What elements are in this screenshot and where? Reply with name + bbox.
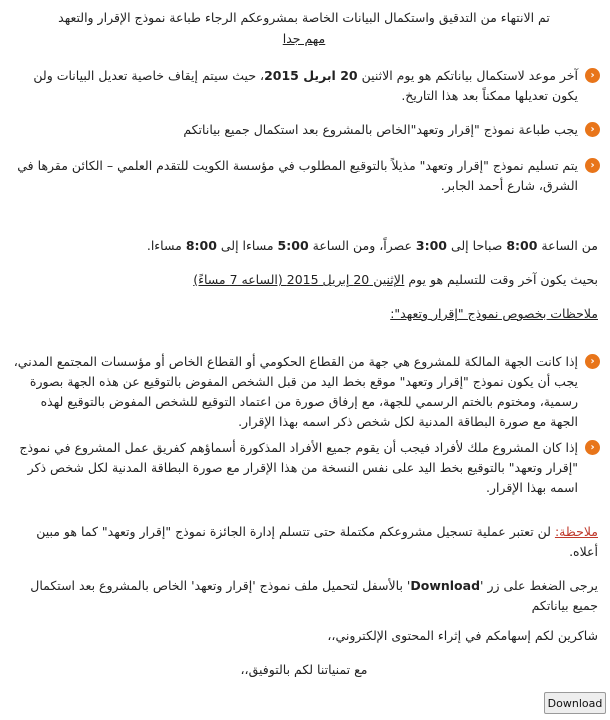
deadline-date: 20 ابريل 2015 [264, 68, 358, 83]
deadline-text: بحيث يكون آخر وقت للتسليم هو يوم الإثنين 20 إبريل 2015 (الساعه 7 مساءً) [193, 272, 598, 287]
chevron-left-icon: ‹ [585, 440, 600, 455]
instruction-text: يرجى الضغط على زر 'Download' بالأسفل لتحميل ملف نموذج 'إقرار وتعهد' الخاص بالمشروع بعد استكمال جميع بياناتكم [30, 578, 598, 613]
list-item: ‹ إذا كان المشروع ملك لأفراد فيجب أن يقوم جميع الأفراد المذكورة أسماؤهم كفريق عمل المشروع في نموذج "إقرار وتعهد" بالتوقيع بخط اليد على نفس النسخة من هذا الإقرار مع صورة البطاقة المدنية لكل شخص ذكر اسمه بهذا الإقرار. [10, 438, 604, 498]
chevron-left-icon: ‹ [585, 354, 600, 369]
download-button[interactable]: Download [544, 692, 606, 714]
notes-heading: ملاحظات بخصوص نموذج "إقرار وتعهد": [390, 306, 598, 321]
note-label: ملاحظة: [554, 524, 598, 539]
list-item: ‹ يجب طباعة نموذج "إقرار وتعهد"الخاص بالمشروع بعد استكمال جميع بياناتكم [10, 120, 604, 140]
list-item: ‹ يتم تسليم نموذج "إقرار وتعهد" مذيلاً بالتوقيع المطلوب في مؤسسة الكويت للتقدم العلمي – الكائن مقرها في الشرق، شارع أحمد الجابر. [10, 156, 604, 196]
list-item: ‹ آخر موعد لاستكمال بياناتكم هو يوم الاثنين 20 ابريل 2015، حيث سيتم إيقاف خاصية تعديل البيانات ولن يكون تعديلها ممكناً بعد هذا التاريخ. [10, 66, 604, 106]
note-text: ملاحظة: لن تعتبر عملية تسجيل مشروعكم مكتملة حتى تتسلم إدارة الجائزة نموذج "إقرار وتعهد" كما هو مبين أعلاه. [36, 524, 598, 559]
thanks-text: شاكرين لكم إسهامكم في إثراء المحتوى الإلكتروني،، [327, 628, 598, 643]
chevron-left-icon: ‹ [585, 68, 600, 83]
wishes-text: مع تمنياتنا لكم بالتوفيق،، [240, 662, 368, 677]
intro-text: تم الانتهاء من التدقيق واستكمال البيانات الخاصة بمشروعكم الرجاء طباعة نموذج الإقرار والتعهد [58, 10, 550, 25]
list-item: ‹ إذا كانت الجهة المالكة للمشروع هي جهة من القطاع الحكومي أو القطاع الخاص أو مؤسسات المجتمع المدني، يجب أن يكون نموذج "إقرار وتعهد" موقع بخط اليد من قبل الشخص المفوض بالتوقيع عن هذه الجهة بصورة رسمية، ومختوم بالختم الرسمي للجهة، مع إرفاق صورة من اعتماد التوقيع للشخص المفوض بالتوقيع لهذه الجهة مع صورة البطاقة المدنية لكل شخص ذكر اسمه بهذا الإقرار. [10, 352, 604, 432]
important-label: مهم جدا [282, 31, 326, 46]
office-hours: من الساعة 8:00 صباحا إلى 3:00 عصراً، ومن الساعة 5:00 مساءا إلى 8:00 مساءا. [146, 238, 598, 253]
chevron-left-icon: ‹ [585, 158, 600, 173]
chevron-left-icon: ‹ [585, 122, 600, 137]
